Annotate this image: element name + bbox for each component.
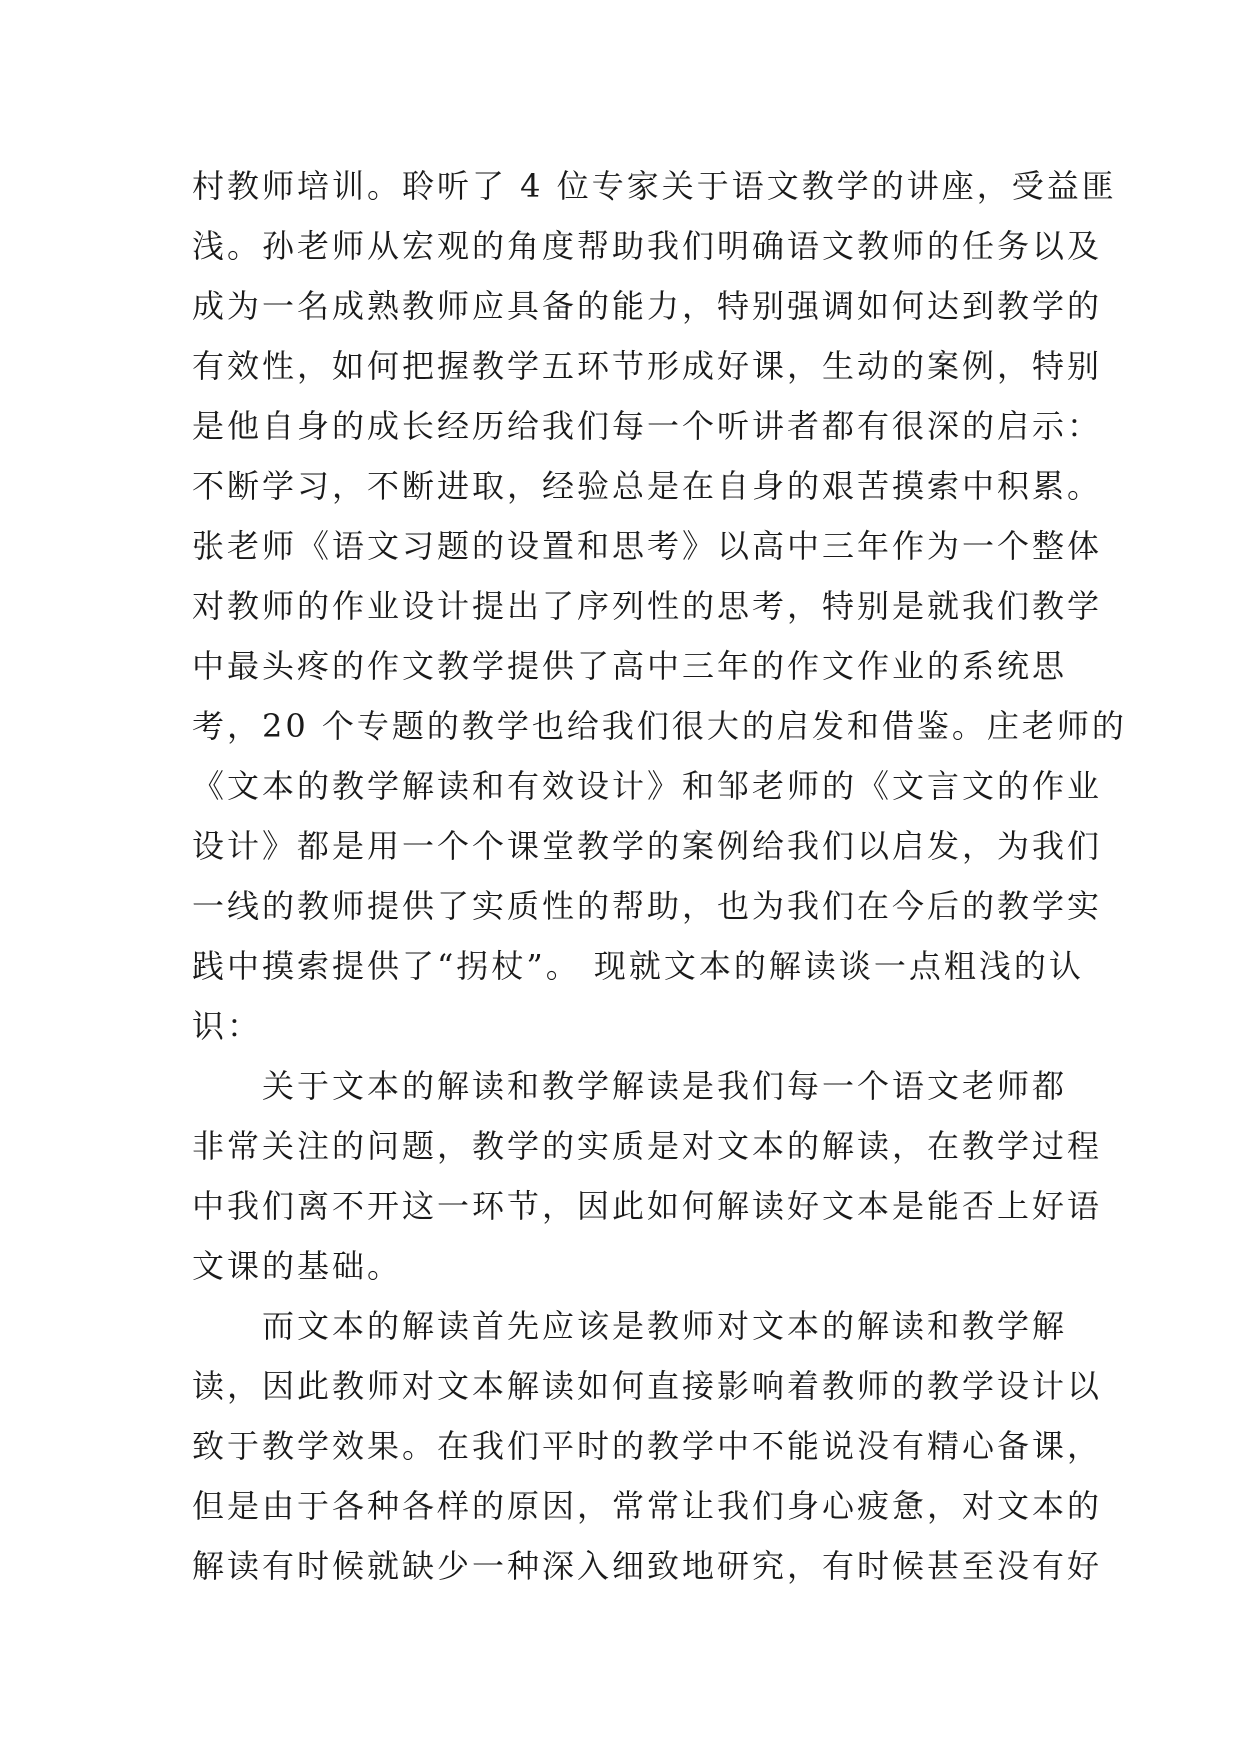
- text-line: 中最头疼的作文教学提供了高中三年的作文作业的系统思: [192, 647, 1068, 685]
- text-line: 中我们离不开这一环节，因此如何解读好文本是能否上好语: [192, 1187, 1103, 1225]
- text-line: 是他自身的成长经历给我们每一个听讲者都有很深的启示：: [192, 407, 1103, 445]
- text-line: 浅。孙老师从宏观的角度帮助我们明确语文教师的任务以及: [192, 227, 1103, 265]
- text-line: 践中摸索提供了“拐杖”。 现就文本的解读谈一点粗浅的认: [192, 947, 1084, 985]
- text-line: 不断学习，不断进取，经验总是在自身的艰苦摸索中积累。: [192, 467, 1103, 505]
- text-line: 《文本的教学解读和有效设计》和邹老师的《文言文的作业: [192, 767, 1103, 805]
- text-line: 识：: [192, 1007, 263, 1045]
- text-line: 一线的教师提供了实质性的帮助，也为我们在今后的教学实: [192, 887, 1103, 925]
- text-line: 解读有时候就缺少一种深入细致地研究，有时候甚至没有好: [192, 1547, 1103, 1585]
- text-line: 读，因此教师对文本解读如何直接影响着教师的教学设计以: [192, 1367, 1103, 1405]
- text-line: 非常关注的问题，教学的实质是对文本的解读，在教学过程: [192, 1127, 1103, 1165]
- text-line: 张老师《语文习题的设置和思考》以高中三年作为一个整体: [192, 527, 1103, 565]
- text-line: 考，20 个专题的教学也给我们很大的启发和借鉴。庄老师的: [192, 707, 1127, 745]
- body-text: [192, 156, 1127, 1596]
- paragraph-first-line: 而文本的解读首先应该是教师对文本的解读和教学解: [262, 1307, 1068, 1345]
- text-line: 有效性，如何把握教学五环节形成好课，生动的案例，特别: [192, 347, 1103, 385]
- text-line: 但是由于各种各样的原因，常常让我们身心疲惫，对文本的: [192, 1487, 1103, 1525]
- paragraph-first-line: 关于文本的解读和教学解读是我们每一个语文老师都: [262, 1067, 1068, 1105]
- text-line: 设计》都是用一个个课堂教学的案例给我们以启发，为我们: [192, 827, 1103, 865]
- text-line: 对教师的作业设计提出了序列性的思考，特别是就我们教学: [192, 587, 1103, 625]
- text-line: 村教师培训。聆听了 4 位专家关于语文教学的讲座，受益匪: [192, 167, 1117, 205]
- text-line: 成为一名成熟教师应具备的能力，特别强调如何达到教学的: [192, 287, 1103, 325]
- text-line: 文课的基础。: [192, 1247, 403, 1285]
- text-line: 致于教学效果。在我们平时的教学中不能说没有精心备课，: [192, 1427, 1103, 1465]
